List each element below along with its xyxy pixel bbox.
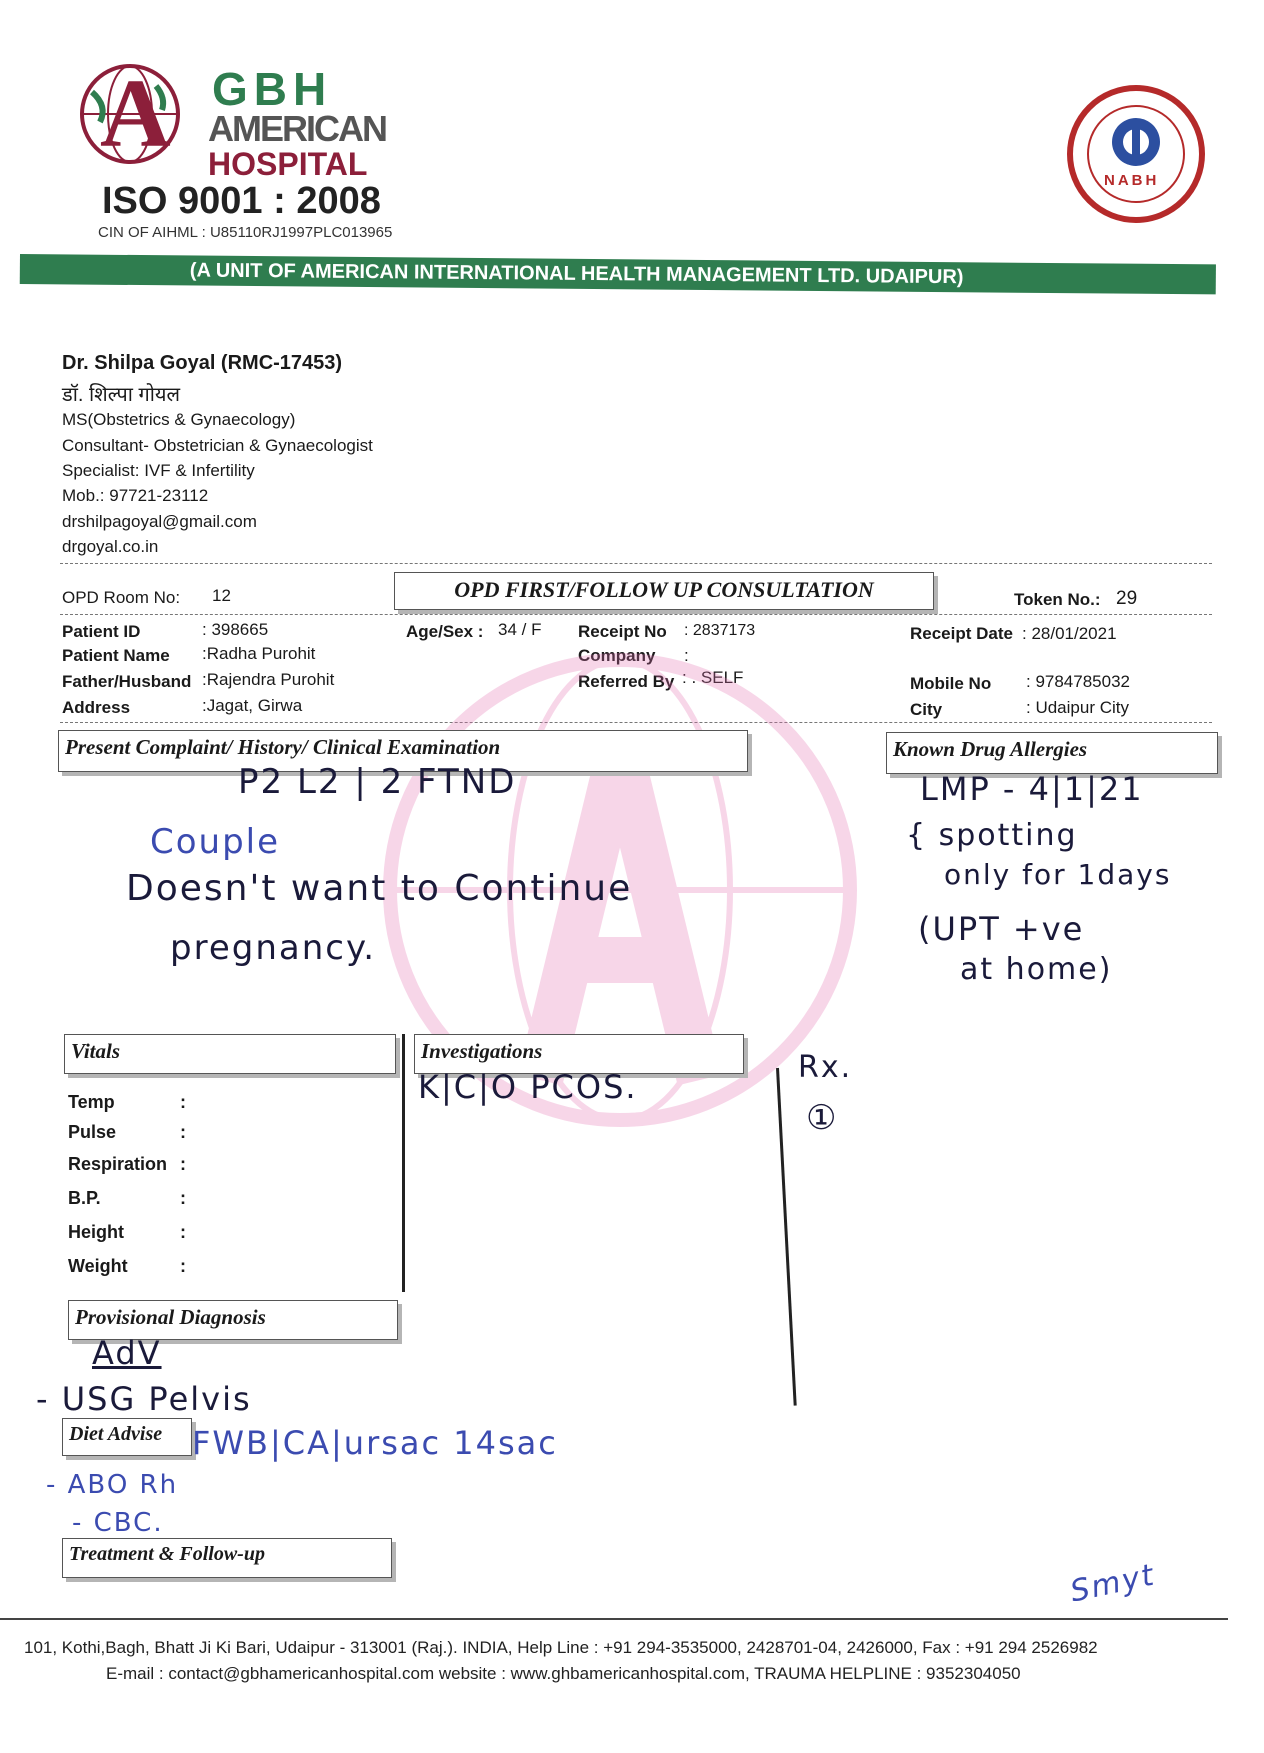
- doctor-name-hindi: डॉ. शिल्पा गोयल: [62, 384, 181, 406]
- section-treatment: [62, 1538, 392, 1578]
- section-treatment-title: Treatment & Follow-up: [69, 1543, 265, 1565]
- section-diet: [62, 1418, 192, 1456]
- receipt-no-label: Receipt No: [578, 622, 667, 641]
- company-value: :: [684, 646, 689, 665]
- vital-temp-label: Temp: [68, 1092, 115, 1112]
- section-vitals: [64, 1034, 396, 1074]
- vital-weight-label: Weight: [68, 1256, 128, 1276]
- receipt-date-label: Receipt Date: [910, 624, 1013, 643]
- iso-certification: ISO 9001 : 2008: [102, 180, 381, 222]
- footer-contact: E-mail : contact@gbhamericanhospital.com website : www.ghbamericanhospital.com, TRAUMA HELPLINE : 9352304050: [106, 1664, 1021, 1683]
- company-label: Company: [578, 646, 656, 665]
- mobile-label: Mobile No: [910, 674, 992, 693]
- address-label: Address: [62, 698, 131, 717]
- doctor-email: drshilpagoyal@gmail.com: [62, 512, 257, 531]
- doctor-website: drgoyal.co.in: [62, 537, 159, 556]
- hospital-logo: [78, 62, 182, 166]
- section-complaint-title: Present Complaint/ History/ Clinical Examination: [65, 735, 501, 759]
- vital-colon: :: [180, 1188, 186, 1208]
- handwriting-investigation-1: K|C|O PCOS.: [418, 1068, 638, 1106]
- vitals-divider: [402, 1034, 405, 1292]
- receipt-date-value: : 28/01/2021: [1022, 624, 1117, 643]
- token-label: Token No.:: [1014, 590, 1101, 609]
- vital-colon: :: [180, 1154, 186, 1174]
- cin-number: CIN OF AIHML : U85110RJ1997PLC013965: [98, 224, 393, 241]
- hospital-name-hospital: HOSPITAL: [208, 146, 368, 182]
- city-label: City: [910, 700, 943, 719]
- father-husband-label: Father/Husband: [62, 672, 192, 691]
- consultation-title: [394, 572, 934, 610]
- handwriting-diagnosis-4: - ABO Rh: [46, 1470, 179, 1500]
- doctor-mobile: Mob.: 97721-23112: [62, 486, 209, 505]
- patient-id-label: Patient ID: [62, 622, 141, 641]
- logo-letter: A: [100, 60, 171, 168]
- father-husband-value: :Rajendra Purohit: [202, 670, 335, 689]
- doctor-role: Consultant- Obstetrician & Gynaecologist: [62, 436, 373, 455]
- vital-respiration-label: Respiration: [68, 1154, 168, 1174]
- doctor-name: Dr. Shilpa Goyal (RMC-17453): [62, 352, 343, 374]
- vital-colon: :: [180, 1122, 186, 1142]
- doctor-signature: Smyt: [1067, 1557, 1159, 1610]
- vital-colon: :: [180, 1092, 186, 1112]
- handwriting-allergy-1: LMP - 4|1|21: [920, 770, 1144, 808]
- divider: [60, 614, 1212, 615]
- unit-banner-text: (A UNIT OF AMERICAN INTERNATIONAL HEALTH MANAGEMENT LTD. UDAIPUR): [189, 259, 964, 289]
- city-value: : Udaipur City: [1026, 698, 1129, 717]
- handwriting-complaint-1: P2 L2 | 2 FTND: [238, 762, 517, 802]
- unit-banner: [20, 254, 1216, 294]
- patient-name-value: :Radha Purohit: [202, 644, 316, 663]
- handwriting-allergy-3: only for 1days: [944, 858, 1172, 891]
- section-allergies-title: Known Drug Allergies: [893, 737, 1088, 761]
- receipt-no-value: : 2837173: [684, 622, 756, 639]
- vital-colon: :: [180, 1222, 186, 1242]
- opd-room-label: OPD Room No:: [62, 588, 181, 607]
- handwriting-complaint-4: pregnancy.: [170, 928, 377, 968]
- handwriting-diagnosis-3: FWB|CA|ursac 14sac: [192, 1424, 558, 1462]
- opd-room-value: 12: [212, 586, 231, 605]
- vital-height-label: Height: [68, 1222, 124, 1242]
- vital-bp-label: B.P.: [68, 1188, 101, 1208]
- referred-by-label: Referred By: [578, 672, 675, 691]
- nabh-text: NABH: [1104, 172, 1160, 189]
- hospital-name-american: AMERICAN: [208, 108, 386, 149]
- divider: [60, 563, 1212, 564]
- section-diagnosis-title: Provisional Diagnosis: [75, 1305, 266, 1329]
- nabh-logo: [1066, 84, 1206, 224]
- vital-pulse-label: Pulse: [68, 1122, 117, 1142]
- doctor-specialist: Specialist: IVF & Infertility: [62, 461, 255, 480]
- referred-by-value: : . SELF: [682, 668, 744, 687]
- handwriting-allergy-4: (UPT +ve: [918, 910, 1085, 948]
- handwriting-rx-item: ①: [806, 1098, 839, 1138]
- handwriting-complaint-2: Couple: [150, 822, 281, 862]
- footer-address: 101, Kothi,Bagh, Bhatt Ji Ki Bari, Udaipur - 313001 (Raj.). INDIA, Help Line : +91 294-3535000, 2428701-04, 2426000, Fax : +91 294 2526982: [24, 1638, 1098, 1657]
- age-sex-value: 34 / F: [498, 620, 542, 639]
- handwriting-rx: Rx.: [798, 1050, 853, 1085]
- section-investigations-title: Investigations: [421, 1039, 543, 1063]
- token-value: 29: [1116, 588, 1138, 609]
- section-vitals-title: Vitals: [71, 1039, 121, 1063]
- hospital-name-gbh: GBH: [212, 63, 333, 115]
- section-allergies: [886, 732, 1218, 774]
- patient-id-value: : 398665: [202, 620, 269, 639]
- doctor-degree: MS(Obstetrics & Gynaecology): [62, 410, 296, 429]
- age-sex-label: Age/Sex :: [406, 622, 484, 641]
- handwriting-diagnosis-2: - USG Pelvis: [36, 1380, 252, 1418]
- handwriting-diagnosis-5: - CBC.: [72, 1508, 164, 1538]
- handwriting-allergy-2: { spotting: [906, 818, 1078, 853]
- handwriting-complaint-3: Doesn't want to Continue: [126, 868, 633, 909]
- patient-name-label: Patient Name: [62, 646, 170, 665]
- footer-divider: [0, 1618, 1228, 1620]
- section-diet-title: Diet Advise: [69, 1423, 163, 1445]
- address-value: :Jagat, Girwa: [202, 696, 303, 715]
- vital-colon: :: [180, 1256, 186, 1276]
- mobile-value: : 9784785032: [1026, 672, 1130, 691]
- handwriting-diagnosis-1: AdV: [92, 1334, 162, 1372]
- consultation-title-text: OPD FIRST/FOLLOW UP CONSULTATION: [454, 577, 874, 602]
- handwriting-allergy-5: at home): [960, 952, 1113, 987]
